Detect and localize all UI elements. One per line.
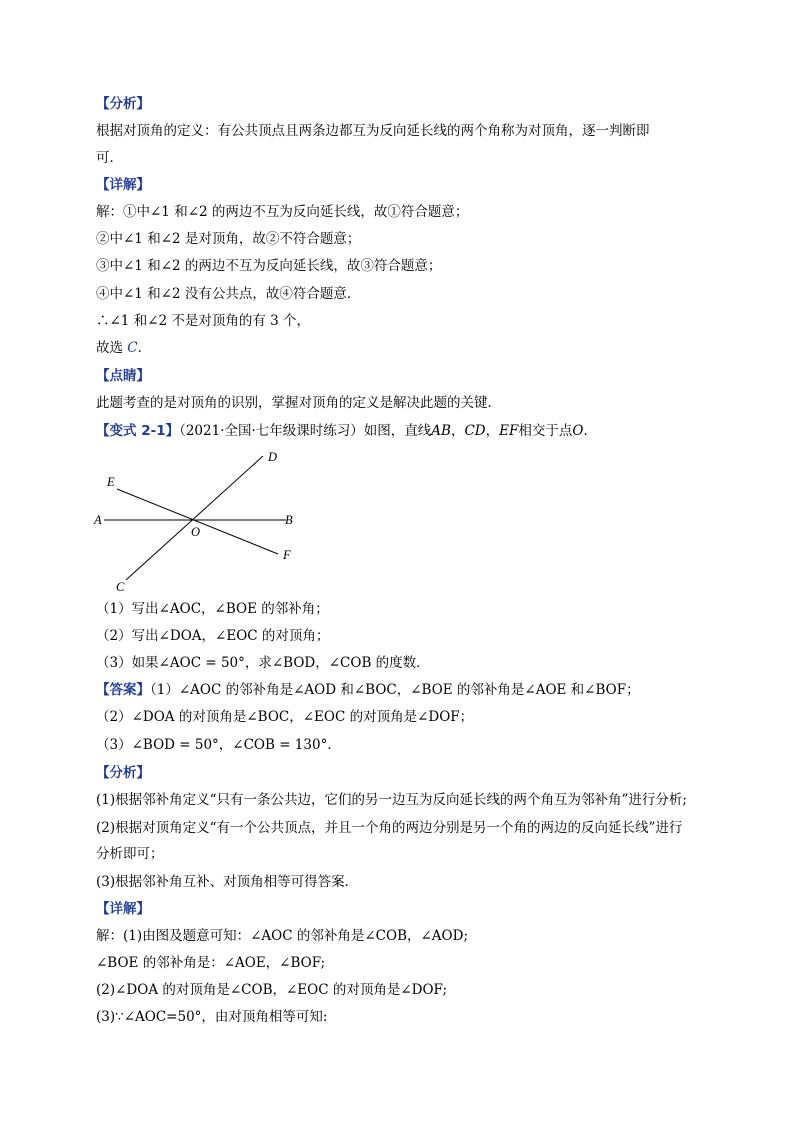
choose-answer: C (127, 340, 138, 356)
question-end: ． (583, 423, 597, 439)
detail-line-3: ③中∠1 和∠2 的两边不互为反向延长线，故③符合题意； (96, 258, 442, 274)
line-cd: CD (464, 423, 486, 439)
analysis2-line-1: (1)根据邻补角定义“只有一条公共边，它们的另一边互为反向延长线的两个角互为邻补角”进行分析; (96, 792, 687, 808)
analysis-heading: 【分析】 (96, 96, 150, 112)
point-o: O (572, 423, 584, 439)
answer-3: （3）∠BOD = 50°，∠COB = 130°． (96, 737, 341, 753)
detail-line-5: ∴∠1 和∠2 不是对顶角的有 3 个， (96, 313, 311, 329)
analysis-text: 根据对顶角的定义：有公共顶点且两条边都互为反向延长线的两个角称为对顶角，逐一判断即 (96, 123, 650, 139)
analysis2-line-3: 分析即可； (96, 846, 164, 862)
label-c: C (116, 580, 125, 594)
answer-2: （2）∠DOA 的对顶角是∠BOC，∠EOC 的对顶角是∠DOF； (96, 709, 474, 725)
label-a: A (94, 513, 102, 527)
analysis2-line-2: (2)根据对顶角定义“有一个公共顶点，并且一个角的两边分别是另一个角的两边的反向延长线”进行 (96, 820, 683, 836)
detail2-line-2: ∠BOE 的邻补角是：∠AOE，∠BOF; (96, 955, 326, 971)
answer-1: （1）∠AOC 的邻补角是∠AOD 和∠BOC，∠BOE 的邻补角是∠AOE 和∠BOF； (150, 682, 640, 698)
line-ef-segment (117, 489, 278, 554)
variant-source: （2021·全国·七年级课时练习） (179, 423, 364, 439)
line-ab: AB (431, 423, 451, 439)
question-prefix: 如图，直线 (363, 423, 432, 439)
detail-line-4: ④中∠1 和∠2 没有公共点，故④符合题意． (96, 286, 361, 302)
answer-heading: 【答案】 (96, 682, 150, 698)
label-d: D (268, 450, 278, 464)
label-b: B (285, 513, 293, 527)
detail-heading: 【详解】 (96, 177, 150, 193)
label-f: F (283, 548, 291, 562)
line-cd-segment (126, 456, 263, 580)
question-middle: 相交于点 (518, 423, 573, 439)
analysis-text-cont: 可． (96, 150, 123, 166)
answer-line-1 (96, 680, 640, 700)
variant-tag: 【变式 2-1】 (96, 423, 180, 439)
separator: ， (485, 423, 500, 439)
choose-suffix: ． (137, 340, 152, 356)
intersecting-lines-figure (90, 446, 310, 598)
detail-line-6 (96, 338, 151, 358)
detail2-heading: 【详解】 (96, 901, 150, 917)
comment-heading: 【点睛】 (96, 368, 150, 384)
detail2-line-4: (3)∵∠AOC=50°，由对顶角相等可知: (96, 1009, 328, 1025)
detail-line-1: 解：①中∠1 和∠2 的两边不互为反向延长线，故①符合题意； (96, 204, 469, 220)
line-ef: EF (499, 423, 519, 439)
analysis2-heading: 【分析】 (96, 765, 150, 781)
comment-text: 此题考查的是对顶角的识别，掌握对顶角的定义是解决此题的关键． (96, 395, 501, 411)
label-o: O (191, 525, 201, 539)
detail2-line-1: 解：(1)由图及题意可知：∠AOC 的邻补角是∠COB，∠AOD; (96, 928, 469, 944)
analysis2-line-4: (3)根据邻补角互补、对顶角相等可得答案． (96, 874, 359, 890)
question-3: （3）如果∠AOC = 50°，求∠BOD，∠COB 的度数． (96, 655, 430, 671)
question-2: （2）写出∠DOA，∠EOC 的对顶角； (96, 628, 330, 644)
question-1: （1）写出∠AOC，∠BOE 的邻补角； (96, 601, 329, 617)
label-e: E (107, 475, 115, 489)
detail-line-2: ②中∠1 和∠2 是对顶角，故②不符合题意； (96, 231, 361, 247)
choose-prefix: 故选 (96, 340, 128, 356)
detail2-line-3: (2)∠DOA 的对顶角是∠COB，∠EOC 的对顶角是∠DOF; (96, 982, 447, 998)
separator: ， (450, 423, 465, 439)
variant-question (96, 421, 597, 441)
